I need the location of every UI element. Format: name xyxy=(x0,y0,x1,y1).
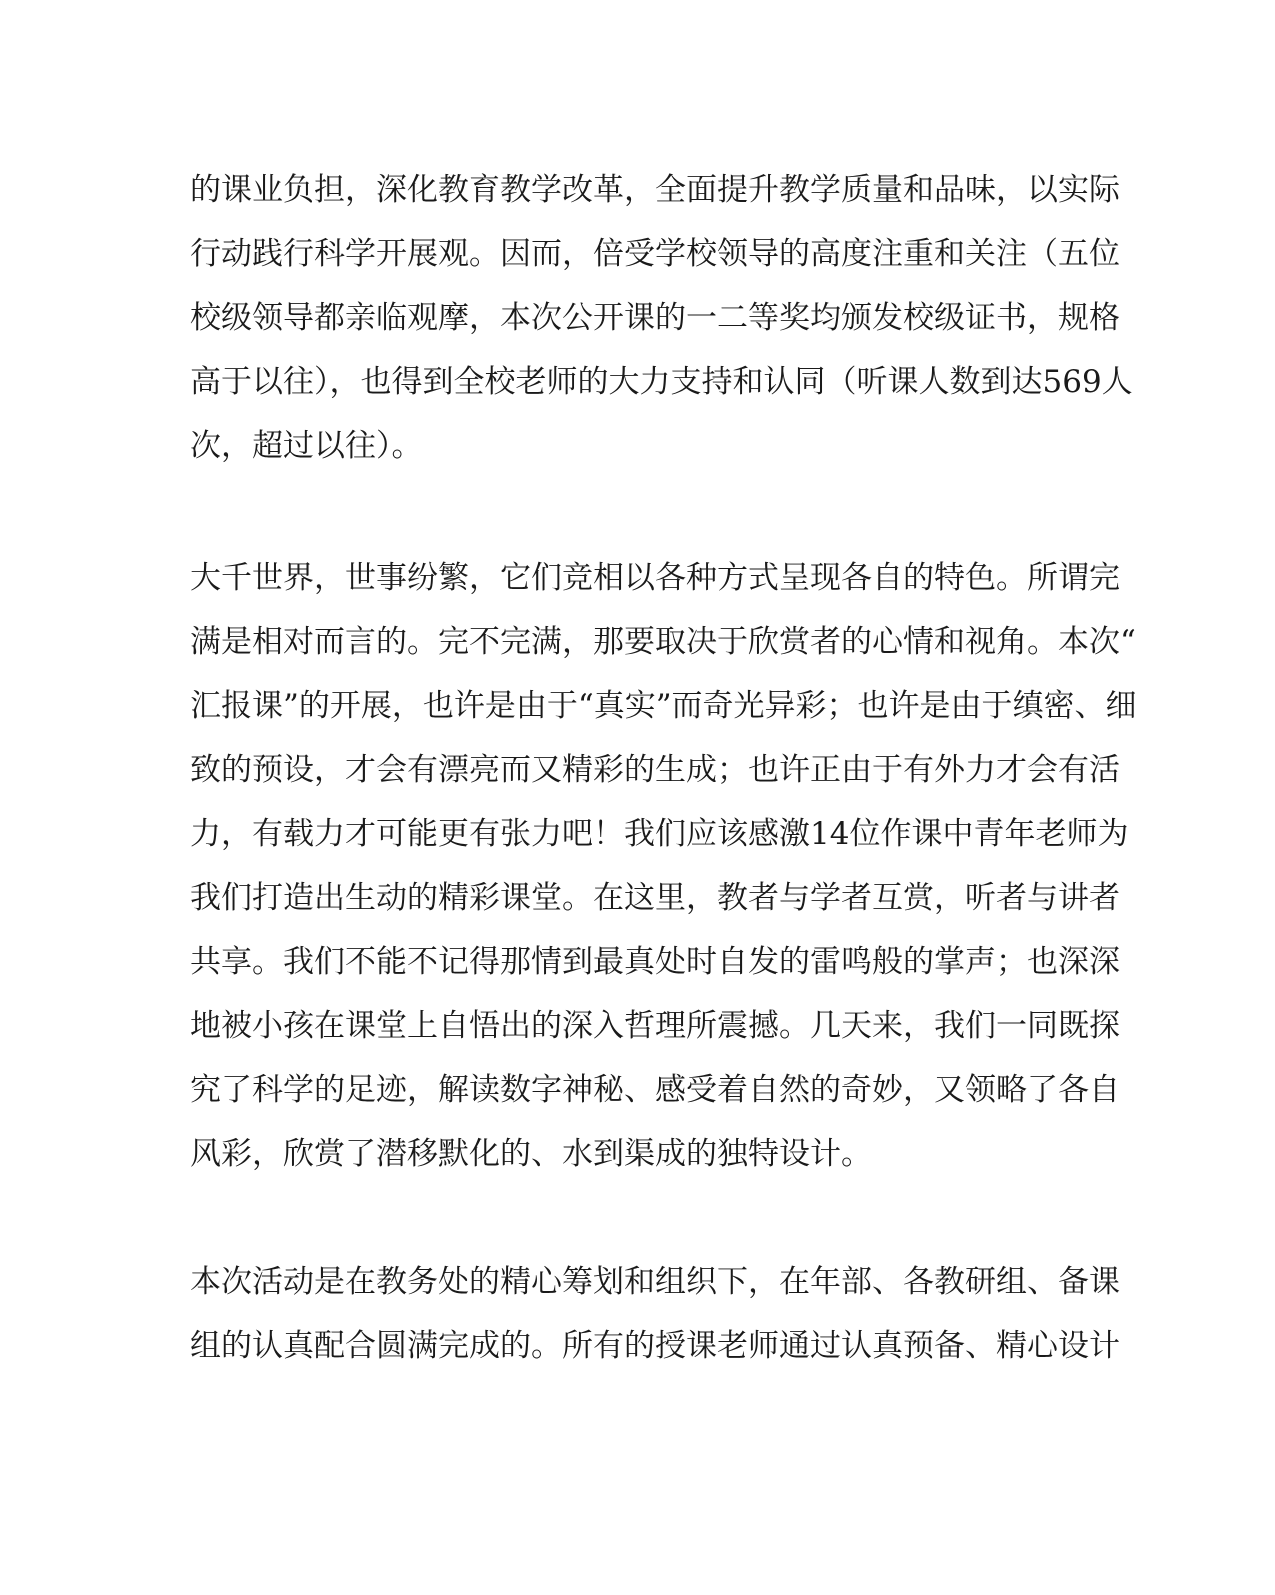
text-line: 组的认真配合圆满完成的。所有的授课老师通过认真预备、精心设计 xyxy=(190,1328,1120,1364)
text-line: 力，有载力才可能更有张力吧！我们应该感激14位作课中青年老师为 xyxy=(190,816,1129,852)
text-line: 本次活动是在教务处的精心筹划和组织下，在年部、各教研组、备课 xyxy=(190,1264,1120,1300)
text-line: 汇报课”的开展，也许是由于“真实”而奇光异彩；也许是由于缜密、细 xyxy=(190,688,1137,724)
text-line: 共享。我们不能不记得那情到最真处时自发的雷鸣般的掌声；也深深 xyxy=(190,944,1120,980)
paragraph-3 xyxy=(190,1250,1120,1378)
text-line: 大千世界，世事纷繁，它们竞相以各种方式呈现各自的特色。所谓完 xyxy=(190,560,1120,596)
text-line: 行动践行科学开展观。因而，倍受学校领导的高度注重和关注（五位 xyxy=(190,236,1120,272)
text-line: 次，超过以往）。 xyxy=(190,428,423,464)
text-line: 究了科学的足迹，解读数字神秘、感受着自然的奇妙，又领略了各自 xyxy=(190,1072,1120,1108)
paragraph-2 xyxy=(190,546,1137,1186)
text-line: 我们打造出生动的精彩课堂。在这里，教者与学者互赏，听者与讲者 xyxy=(190,880,1120,916)
text-line: 的课业负担，深化教育教学改革，全面提升教学质量和品味，以实际 xyxy=(190,172,1120,208)
text-line: 高于以往），也得到全校老师的大力支持和认同（听课人数到达569人 xyxy=(190,364,1133,400)
text-line: 地被小孩在课堂上自悟出的深入哲理所震撼。几天来，我们一同既探 xyxy=(190,1008,1120,1044)
text-line: 风彩，欣赏了潜移默化的、水到渠成的独特设计。 xyxy=(190,1136,872,1172)
paragraph-1 xyxy=(190,158,1133,478)
text-line: 满是相对而言的。完不完满，那要取决于欣赏者的心情和视角。本次“ xyxy=(190,624,1136,660)
text-line: 致的预设，才会有漂亮而又精彩的生成；也许正由于有外力才会有活 xyxy=(190,752,1120,788)
text-line: 校级领导都亲临观摩，本次公开课的一二等奖均颁发校级证书，规格 xyxy=(190,300,1120,336)
